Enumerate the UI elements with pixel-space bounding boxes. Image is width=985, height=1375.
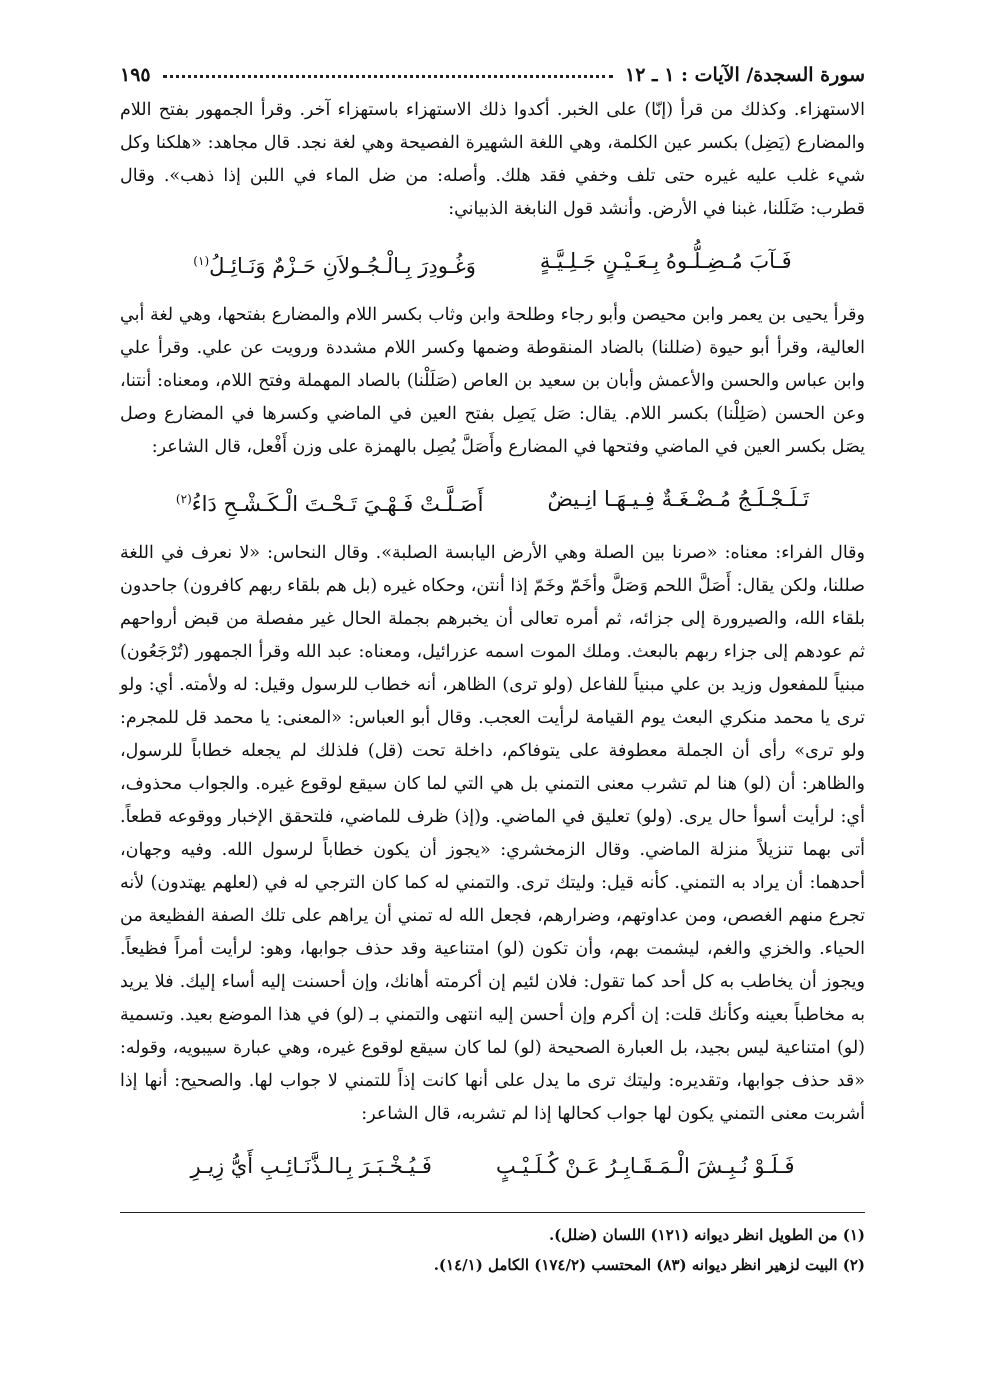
verse-2-hemistich-2: أَصَـلَّـتْ فَـهْـيَ تَـحْـتَ الْـكَـشْـحِ دَاءُ$^{(٢)}$ [175, 492, 484, 516]
paragraph-3: وقال الفراء: معناه: «صرنا بين الصلة وهي الأرض اليابسة الصلبة». وقال النحاس: «لا نعرف في اللغة صللنا، ولكن يقال: أَصَلَّ اللحم وَصَلَّ وأخَمّ وخَمّ إذا أنتن، وحكاه غيره (بل هم بلقاء ربهم كافرون) جاحدون بلقاء الله، والصيرورة إلى جزائه، ثم أمره تعالى أن يخبرهم بجملة الحال غير مفصلة من قبض أرواحهم ثم عودهم إلى جزاء ربهم بالبعث. وملك الموت اسمه عزرائيل، ومعناه: عبد الله وقرأ الجمهور (تُرْجَعُون) مبنياً للمفعول وزيد بن علي مبنياً للفاعل (ولو ترى) الظاهر، أنه خطاب للرسول وقيل: له ولأمته. أي: ولو ترى يا محمد منكري البعث يوم القيامة لرأيت العجب. وقال أبو العباس: «المعنى: يا محمد قل للمجرم: ولو ترى» رأى أن الجملة معطوفة على يتوفاكم، داخلة تحت (قل) فلذلك لم يجعله خطاباً للرسول، والظاهر: أن (لو) هنا لم تشرب معنى التمني بل هي التي لما كان سيقع لوقوع غيره. والجواب محذوف، أي: لرأيت أسوأ حال يرى. (ولو) تعليق في الماضي. و(إذ) ظرف للماضي، فلتحقق الإخبار ووقوعه قطعاً. أتى بهما تنزيلاً منزلة الماضي. وقال الزمخشري: «يجوز أن يكون خطاباً لرسول الله. وفيه وجهان، أحدهما: أن يراد به التمني. كأنه قيل: وليتك ترى. والتمني له كما كان الترجي له في (لعلهم يهتدون) لأنه تجرع منهم الغصص، ومن عداوتهم، وضرارهم، فجعل الله له تمني أن يراهم على تلك الصفة الفظيعة من الحياء. والخزي والغم، ليشمت بهم، وأن تكون (لو) امتناعية وقد حذف جوابها، وهو: لرأيت أمراً فظيعاً. ويجوز أن يخاطب به كل أحد كما تقول: فلان لئيم إن أكرمته أهانك، وإن أحسنت إليه أساء إليك. فلا يريد به مخاطباً بعينه وكأنك قلت: إن أكرم وإن أحسن إليه انتهى والتمني بـ (لو) في هذا الموضع بعيد. وتسمية (لو) امتناعية ليس بجيد، بل العبارة الصحيحة (لو) لما كان سيقع لوقوع غيره، وهي عبارة سيبويه، وقوله: «قد حذف جوابها، وتقديره: وليتك ترى ما يدل على أنها كانت إذاً للتمني لا جواب لها. والصحيح: أنها إذا أشربت معنى التمني يكون لها جواب كحالها إذا لم تشربه، قال الشاعر: [120, 543, 865, 1124]
paragraph-1: الاستهزاء. وكذلك من قرأ (إنّا) على الخبر. أكدوا ذلك الاستهزاء باستهزاء آخر. وقرأ الجمهور بفتح اللام والمضارع (يَضِل) بكسر عين الكلمة، وهي اللغة الشهيرة الفصيحة وهي لغة نجد. قال مجاهد: «هلكنا وكل شيء غلب عليه غيره حتى تلف وخفي فقد هلك. وأصله: من ضل الماء في اللبن إذا ذهب». وقال قطرب: ضَلَلنا، غبنا في الأرض. وأنشد قول النابغة الذبياني: [120, 100, 865, 219]
verse-1 [120, 242, 865, 285]
main-text [120, 94, 865, 1199]
footnote-marker-1[interactable]: (١) [193, 254, 210, 268]
header-dot-leader [163, 75, 613, 78]
footnote-1: (١) من الطويل انظر ديوانه (١٢١) اللسان (ضلل). [548, 1226, 865, 1244]
footnote-divider [120, 1212, 865, 1213]
footnote-2: (٢) البيت لزهير انظر ديوانه (٨٣) المحتسب (١٧٤/٢) الكامل (١٤/١). [433, 1256, 865, 1274]
running-title: سورة السجدة/ الآيات : ١ ـ ١٢ [624, 64, 865, 86]
verse-3-hemistich-2: فَـيُـخْـبَـرَ بِـالـذَّنَـائِـبِ أَيُّ زِيـرِ [190, 1154, 432, 1178]
paragraph-2: وقرأ يحيى بن يعمر وابن محيصن وأبو رجاء وطلحة وابن وثاب بكسر اللام والمضارع بفتحها، وهي لغة أبي العالية، وقرأ أبو حيوة (ضللنا) بالضاد المنقوطة وضمها وكسر اللام مشددة ورويت عن علي. وقرأ علي وابن عباس والحسن والأعمش وأبان بن سعيد بن العاص (صَلَلْنا) بالصاد المهملة وفتح اللام، ومعناه: أنتنا، وعن الحسن (صَلِلْنا) بكسر اللام. يقال: صَل يَصِل بفتح العين في الماضي وكسرها في المضارع وصل يصَل بكسر العين في الماضي وفتحها في المضارع وأَصَلَّ يُصِل بالهمزة على وزن أَفْعل، قال الشاعر: [120, 305, 865, 457]
footnotes [120, 1220, 865, 1280]
running-header [120, 52, 865, 86]
verse-1-hemistich-1: فَـآبَ مُـضِـلُّـوهُ بِـعَـيْـنٍ جَـلِـيَّـةٍ [539, 249, 792, 273]
footnote-marker-2[interactable]: (٢) [175, 492, 192, 506]
verse-1-hemistich-2: وَغُـودِرَ بِـالْـجُـولاَنِ حَـزْمٌ وَنَـائِـلُ$^{(١)}$ [193, 254, 476, 278]
verse-2-hemistich-1: تَـلَـجْـلَـجُ مُـضْـغَـةٌ فِـيـهَـا انِـيضٌ [547, 487, 810, 511]
verse-3 [120, 1147, 865, 1185]
page-number: ١٩٥ [120, 64, 151, 86]
verse-2 [120, 480, 865, 523]
verse-3-hemistich-1: فَـلَـوْ نُـبِـشَ الْـمَـقَـابِـرُ عَـنْ كُـلَـيْـبٍ [495, 1154, 795, 1178]
